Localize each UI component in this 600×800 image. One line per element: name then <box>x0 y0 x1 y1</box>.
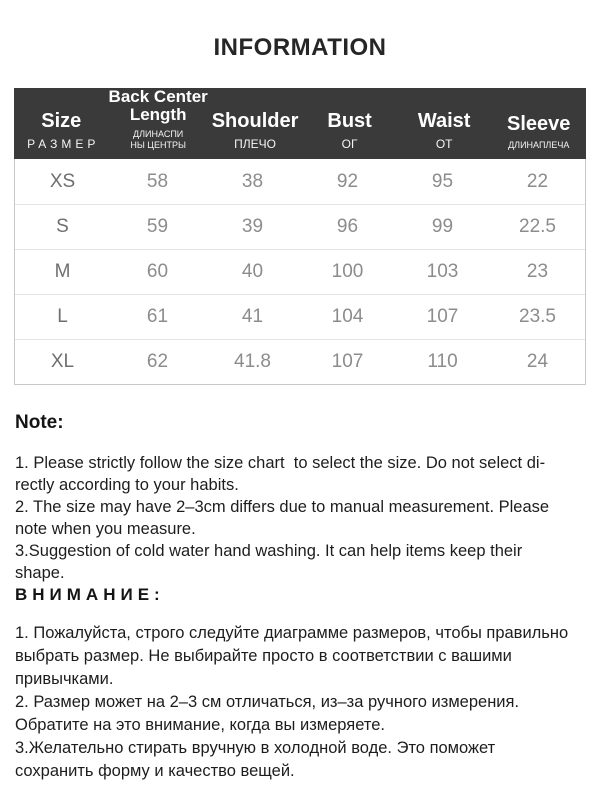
attention-text <box>15 622 595 783</box>
note-line: shape. <box>15 564 65 582</box>
table-row-l <box>15 294 585 339</box>
header-cell-shoulder <box>208 88 303 159</box>
size-label: S <box>56 216 69 237</box>
waist-value: 95 <box>431 170 454 192</box>
shoulder-value: 39 <box>241 216 264 237</box>
bust-value: 96 <box>336 216 359 237</box>
sleeve-value: 22.5 <box>519 216 556 237</box>
waist-value: 110 <box>427 351 458 372</box>
header-cell-bust <box>302 88 397 159</box>
sleeve-value: 22 <box>526 170 549 192</box>
waist-value: 103 <box>426 261 459 282</box>
sleeve-value: 24 <box>526 351 549 372</box>
header-label-bcl-en-line1: Back Center <box>108 87 208 106</box>
back-center-length-value: 59 <box>146 216 169 237</box>
table-row-s <box>15 204 585 249</box>
header-cell-size <box>14 88 109 159</box>
header-label-waist-ru: ОТ <box>435 137 453 151</box>
page-title: INFORMATION <box>213 34 387 61</box>
attention-line: привычками. <box>15 670 114 688</box>
shoulder-value: 41.8 <box>234 351 271 372</box>
header-label-waist-en: Waist <box>417 110 471 132</box>
size-table <box>14 88 586 385</box>
header-label-sleeve-ru: ДЛИНАПЛЕЧА <box>508 140 570 150</box>
shoulder-value: 41 <box>241 306 264 327</box>
note-line: 2. The size may have 2–3cm differs due to manual measurement. Please <box>15 498 550 516</box>
sleeve-value: 23 <box>526 261 549 282</box>
waist-value: 107 <box>426 306 459 327</box>
table-row-xl <box>15 339 585 384</box>
header-label-shoulder-ru: ПЛЕЧО <box>234 137 276 151</box>
sleeve-value: 23.5 <box>519 306 556 327</box>
bust-value: 104 <box>331 306 364 327</box>
header-label-bcl-ru-line2: НЫ ЦЕНТРЫ <box>130 140 186 150</box>
back-center-length-value: 58 <box>146 170 169 192</box>
back-center-length-value: 62 <box>146 351 169 372</box>
note-line: note when you measure. <box>15 520 196 538</box>
shoulder-value: 38 <box>241 170 264 192</box>
note-heading: Note: <box>15 412 64 433</box>
attention-line: выбрать размер. Не выбирайте просто в соответствии с вашими <box>15 647 512 665</box>
header-label-size-en: Size <box>41 110 82 132</box>
attention-line: 3.Желательно стирать вручную в холодной воде. Это поможет <box>15 739 496 757</box>
note-section <box>15 412 587 584</box>
attention-line: Обратите на это внимание, когда вы измеряете. <box>15 716 385 734</box>
header-label-shoulder-en: Shoulder <box>211 110 299 132</box>
header-cell-waist <box>397 88 492 159</box>
attention-line: 2. Размер может на 2–3 см отличаться, из–за ручного измерения. <box>15 693 520 711</box>
attention-line: сохранить форму и качество вещей. <box>15 762 295 780</box>
attention-section <box>15 585 595 783</box>
attention-line: 1. Пожалуйста, строго следуйте диаграмме размеров, чтобы правильно <box>15 624 569 642</box>
note-line: rectly according to your habits. <box>15 476 239 494</box>
header-cell-back-center-length <box>109 88 208 159</box>
note-text <box>15 452 587 584</box>
shoulder-value: 40 <box>241 261 264 282</box>
attention-heading: ВНИМАНИЕ: <box>15 585 165 604</box>
size-table-body <box>14 159 586 385</box>
size-label: XS <box>49 170 76 192</box>
header-label-bust-ru: ОГ <box>341 137 358 151</box>
bust-value: 92 <box>336 170 359 192</box>
size-label: L <box>57 306 68 327</box>
header-label-bcl-ru-line1: ДЛИНАСПИ <box>133 129 184 139</box>
bust-value: 107 <box>331 351 364 372</box>
waist-value: 99 <box>431 216 454 237</box>
table-row-xs <box>15 159 585 204</box>
header-label-size-ru: РАЗМЕР <box>27 137 100 151</box>
header-label-bcl-en-line2: Length <box>129 105 187 124</box>
header-label-sleeve-en: Sleeve <box>507 113 571 135</box>
header-cell-sleeve <box>491 88 586 159</box>
back-center-length-value: 61 <box>146 306 169 327</box>
table-row-m <box>15 249 585 294</box>
note-line: 3.Suggestion of cold water hand washing. It can help items keep their <box>15 542 523 560</box>
note-line: 1. Please strictly follow the size chart to select the size. Do not select di- <box>15 454 546 472</box>
size-label: M <box>54 261 71 282</box>
size-label: XL <box>50 351 75 372</box>
back-center-length-value: 60 <box>146 261 169 282</box>
size-table-header <box>14 88 586 159</box>
header-label-bust-en: Bust <box>327 110 372 132</box>
bust-value: 100 <box>331 261 364 282</box>
